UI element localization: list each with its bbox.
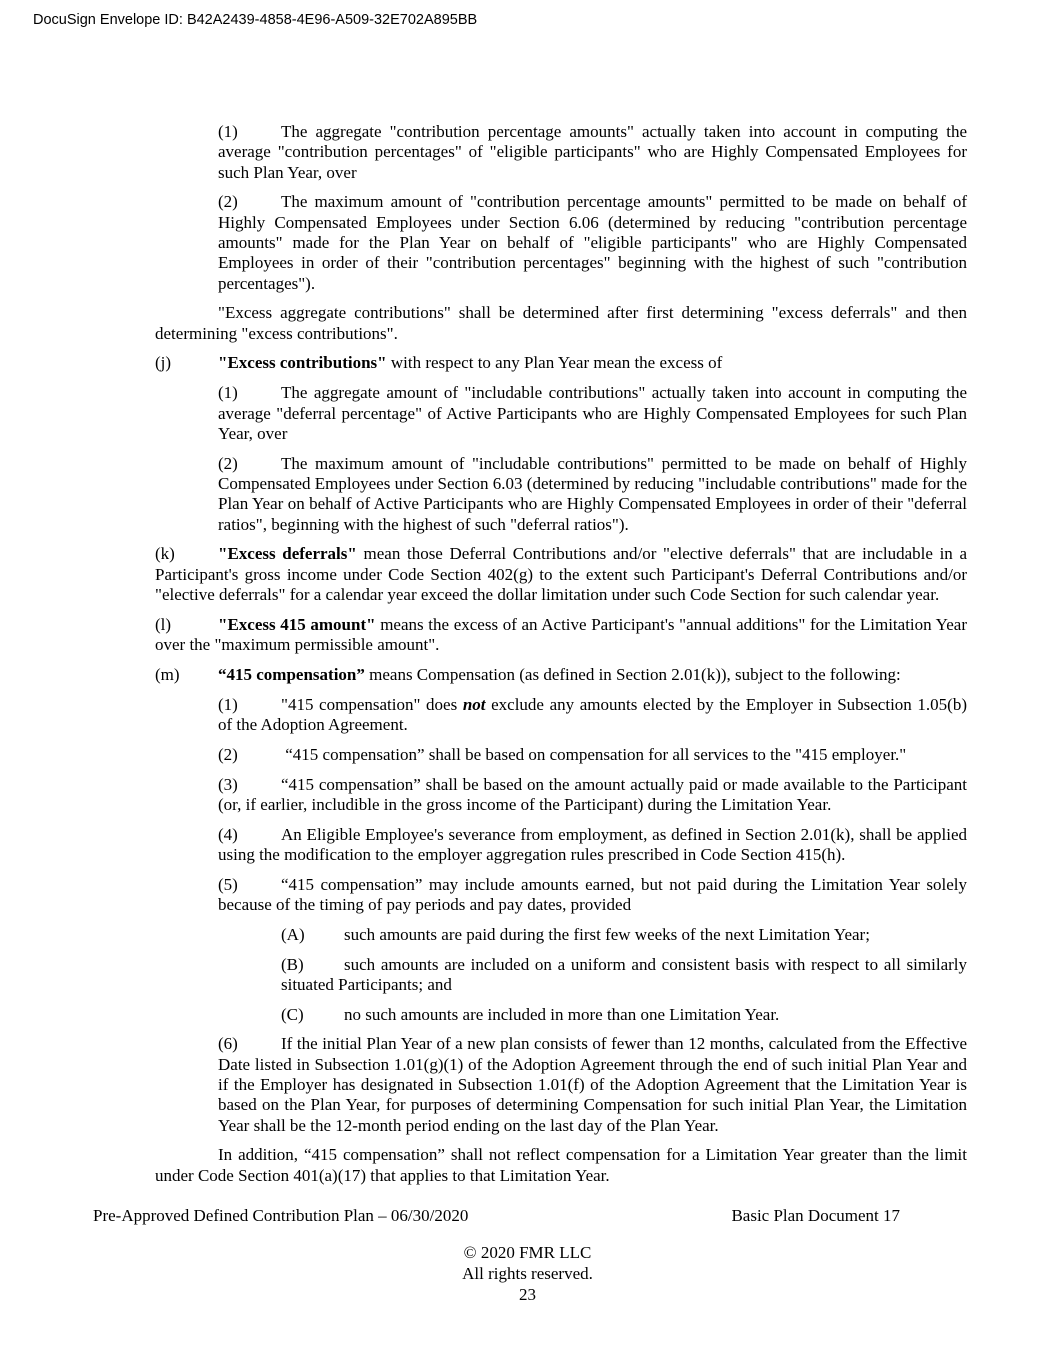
- paragraph-label: (k): [155, 544, 175, 564]
- paragraph-text: such amounts are paid during the first few weeks of the next Limitation Year;: [344, 924, 870, 944]
- paragraph: [155, 353, 967, 373]
- paragraph-label: (l): [155, 614, 172, 634]
- paragraph-label: (1): [218, 122, 238, 141]
- paragraph: [218, 454, 967, 535]
- paragraph: [218, 1034, 967, 1135]
- paragraph-label: (m): [155, 664, 180, 684]
- paragraph: [218, 192, 967, 293]
- page-number: 23: [519, 1285, 536, 1304]
- document-body: [155, 122, 967, 1196]
- paragraph-text: means the excess of an Active Participant's "annual additions" for the Limitation Year over the "maximum permissible amount".: [155, 614, 967, 655]
- copyright-line: © 2020 FMR LLC: [463, 1243, 592, 1262]
- paragraph: [281, 925, 967, 945]
- paragraph-text: An Eligible Employee's severance from employment, as defined in Section 2.01(k), shall be applied using the modification to the employer aggregation rules prescribed in Code Section 415(h).: [218, 824, 967, 864]
- paragraph-text: "Excess 415 amount": [218, 614, 376, 634]
- paragraph: [218, 745, 967, 765]
- paragraph-text: "415 compensation" does: [281, 694, 463, 714]
- paragraph: [218, 122, 967, 183]
- paragraph-label: (A): [281, 924, 305, 944]
- paragraph-text: means Compensation (as defined in Section 2.01(k)), subject to the following:: [364, 664, 901, 684]
- rights-reserved-line: All rights reserved.: [462, 1264, 593, 1283]
- paragraph-label: (2): [218, 192, 238, 212]
- paragraph-label: (2): [218, 744, 238, 764]
- paragraph-text: not: [462, 694, 486, 714]
- paragraph: [218, 875, 967, 916]
- paragraph-text: The maximum amount of "contribution percentage amounts" permitted to be made on behalf of Highly Compensated Employees under Section 6.06 (determined by reducing "contribution percentage amounts" made for the Plan Year on behalf of "eligible participants" who are Highly Compensated Employees in order of their "contribution percentages" beginning with the highest of such "contribution percentages").: [218, 192, 967, 293]
- paragraph-label: (1): [218, 694, 238, 714]
- paragraph-text: If the initial Plan Year of a new plan consists of fewer than 12 months, calculated from the Effective Date listed in Subsection 1.01(g)(1) of the Adoption Agreement through the end of such initial Plan Year and if the Employer has designated in Subsection 1.01(f) of the Adoption Agreement that the Limitation Year is based on the Plan Year, for purposes of determining Compensation for such initial Plan Year, the Limitation Year shall be the 12-month period ending on the last day of the Plan Year.: [218, 1034, 967, 1135]
- paragraph-label: (C): [281, 1004, 304, 1024]
- paragraph-text: The aggregate "contribution percentage amounts" actually taken into account in computing the average "contribution percentages" of "eligible participants" who are Highly Compensated Employees for such Plan Year, over: [218, 122, 967, 182]
- paragraph: [155, 544, 967, 605]
- paragraph-text: “415 compensation” shall be based on compensation for all services to the "415 employer.": [281, 744, 907, 764]
- paragraph: [155, 615, 967, 656]
- paragraph: [218, 775, 967, 816]
- paragraph-label: (6): [218, 1034, 238, 1054]
- paragraph-text: "Excess deferrals": [218, 544, 357, 564]
- paragraph-label: (1): [218, 383, 238, 403]
- paragraph-label: (2): [218, 453, 238, 473]
- paragraph-text: mean those Deferral Contributions and/or "elective deferrals" that are includable in a Participant's gross income under Code Section 402(g) to the extent such Participant's Deferral Contributions and/or "elective deferrals" for a calendar year exceed the dollar limitation under such Code Section for such calendar year.: [155, 544, 967, 604]
- paragraph-label: (5): [218, 874, 238, 894]
- paragraph: [155, 665, 967, 685]
- paragraph-text: “415 compensation” may include amounts earned, but not paid during the Limitation Year solely because of the timing of pay periods and pay dates, provided: [218, 874, 967, 914]
- paragraph: [155, 1145, 967, 1186]
- paragraph-text: exclude any amounts elected by the Employer in Subsection 1.05(b) of the Adoption Agreement.: [218, 694, 967, 734]
- paragraph-label: (j): [155, 353, 172, 373]
- paragraph-text: "Excess aggregate contributions" shall be determined after first determining "excess deferrals" and then determining "excess contributions".: [155, 303, 967, 343]
- paragraph-text: “415 compensation” shall be based on the amount actually paid or made available to the Participant (or, if earlier, includible in the gross income of the Participant) during the Limitation Year.: [218, 774, 967, 814]
- paragraph: [218, 695, 967, 736]
- paragraph-text: "Excess contributions": [218, 353, 387, 373]
- paragraph: [218, 383, 967, 444]
- paragraph-label: (3): [218, 774, 238, 794]
- paragraph: [281, 955, 967, 996]
- paragraph: [281, 1005, 967, 1025]
- paragraph-text: The aggregate amount of "includable contributions" actually taken into account in computing the average "deferral percentage" of Active Participants who are Highly Compensated Employees for such Plan Year, over: [218, 383, 967, 443]
- paragraph: [155, 303, 967, 344]
- paragraph-text: such amounts are included on a uniform and consistent basis with respect to all similarly situated Participants; and: [281, 954, 967, 994]
- docusign-envelope-id: DocuSign Envelope ID: B42A2439-4858-4E96-A509-32E702A895BB: [33, 12, 478, 28]
- paragraph-label: (B): [281, 954, 304, 974]
- paragraph-text: In addition, “415 compensation” shall not reflect compensation for a Limitation Year greater than the limit under Code Section 401(a)(17) that applies to that Limitation Year.: [155, 1145, 967, 1185]
- paragraph-text: with respect to any Plan Year mean the excess of: [386, 353, 723, 373]
- paragraph-text: The maximum amount of "includable contributions" permitted to be made on behalf of Highly Compensated Employees under Section 6.03 (determined by reducing "includable contributions" made for the Plan Year on behalf of Active Participants who are Highly Compensated Employees in order of their "deferral ratios", beginning with the highest of such "deferral ratios").: [218, 453, 967, 534]
- paragraph-label: (4): [218, 824, 238, 844]
- footer: [93, 1206, 900, 1226]
- paragraph: [218, 825, 967, 866]
- footer-plan-title: Pre-Approved Defined Contribution Plan – 06/30/2020: [93, 1206, 469, 1225]
- paragraph-text: “415 compensation”: [218, 664, 365, 684]
- paragraph-text: no such amounts are included in more than one Limitation Year.: [344, 1004, 780, 1024]
- footer-document-name: Basic Plan Document 17: [731, 1206, 900, 1225]
